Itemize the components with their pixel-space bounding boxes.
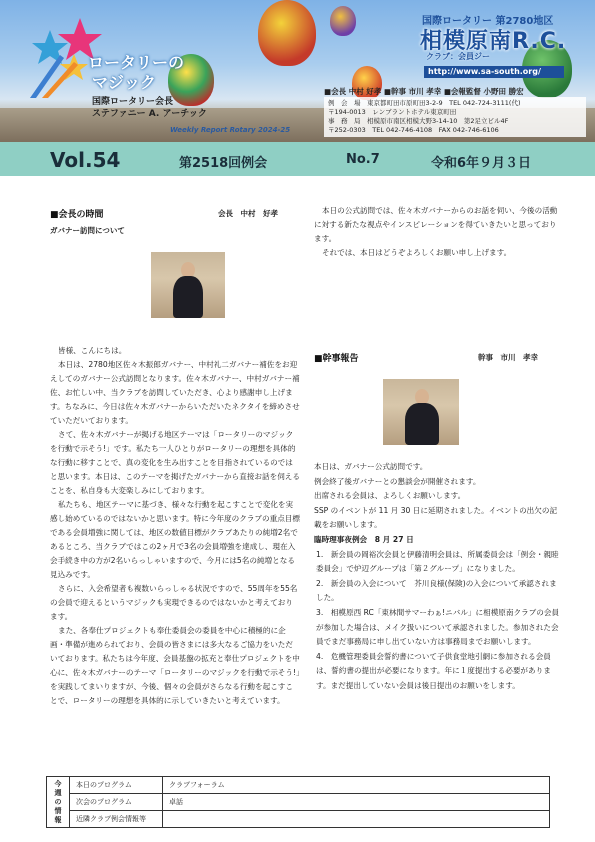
table-cell-value: クラブフォーラム <box>163 777 550 794</box>
table-cell-label: 近隣クラブ例会情報等 <box>70 811 163 828</box>
secretary-section-title: ■幹事報告 <box>314 354 359 364</box>
secretary-photo <box>383 379 459 445</box>
logo-title-line2: マジック <box>92 73 157 92</box>
list-item: 4. 危機管理委員会誓約書について子供食堂地引網に参加される会員は、誓約書の提出が必要になります。年に１度提出する必要があります。まだ提出していない会員は後日提出のお願いをします。 <box>316 651 551 690</box>
secretary-line: 臨時理事夜例会 8 月 27 日 <box>314 534 414 544</box>
logo-title <box>88 53 184 93</box>
issue-number: No.7 <box>346 152 380 167</box>
balloon-image <box>258 0 316 66</box>
contact-info-row: 〒194-0013 レンブラントホテル東京町田 <box>328 108 457 116</box>
president-paragraph: それでは、本日はどうぞよろしくお願い申し上げます。 <box>322 248 512 257</box>
president-paragraph: また、各奉仕プロジェクトも奉仕委員会の委員を中心に積極的に企画・準備が進められており、会員の皆さまには多大なるご協力をいただいております。私たちは今年度、会員基盤の拡充と奉仕プロジェクトを中心に、佐々木ガバナーのテーマ「ロータリーのマジックを行動で示そう!」を実践してまいりますが、今後、個々の会員がさらなる行動を起こすことで、ロータリーの理想を具体的に示していきたいと考えています。 <box>50 626 300 705</box>
secretary-line: SSP のイベントが 11 月 30 日に延期されました。イベントの出欠の記載をお願いします。 <box>314 505 558 530</box>
president-paragraph: 私たちも、地区テーマに基づき、様々な行動を起こすことで変化を実感し始めているのではないかと思います。特に今年度のクラブの重点目標である会員増強に関しては、地区の数値目標がクラブあたりの純増2名であるところ、当クラブではこの2ヶ月で3名の会員増強を達成し、現在入会手続き中の方が2名いらっしゃいますので、今月には5名の純増となる見込みです。 <box>50 500 300 579</box>
president-name: ステファニー A. アーチック <box>92 109 207 119</box>
officers-line: ■会長 中村 好孝 ■幹事 市川 孝幸 ■会報監督 小野田 勝宏 <box>324 87 524 96</box>
logo-title-line1: ロータリーの <box>88 53 185 72</box>
weekly-info-table <box>46 776 550 828</box>
contact-info <box>324 97 586 137</box>
list-item: 3. 相模原西 RC「東林間サマーわぁ!ニバル」に相模原南クラブの会員が参加した場合は、メイク扱いについて承認されました。参加された会員でまだ事務局に申し出ていない方は事務局までお願いします。 <box>316 607 560 647</box>
president-paragraph: 皆様、こんにちは。 <box>58 346 127 355</box>
secretary-body <box>314 460 562 694</box>
contact-info-row: 事 務 局 相模原市南区相模大野3-14-10 第2足立ビル4F <box>328 117 509 125</box>
weekly-info-side-label: 今週の情報 <box>47 777 70 828</box>
district-label: 国際ロータリー 第2780地区 <box>422 16 554 27</box>
table-row <box>47 777 550 794</box>
issue-date: 令和6年９月３日 <box>431 156 532 171</box>
president-section-speaker: 会長 中村 好孝 <box>218 209 278 218</box>
balloon-image <box>330 6 356 36</box>
president-paragraph: 本日は、2780地区佐々木振郎ガバナー、中村礼二ガバナー補佐をお迎えしてのガバナー公式訪問となります。佐々木ガバナー、中村ガバナー補佐、お忙しい中、当クラブを訪問していただき、心より感謝申し上げます。ちなみに、今日は佐々木ガバナーからいただいたネクタイを締めさせていただいております。 <box>50 360 300 425</box>
list-item: 1. 新会員の岡裕次会員と伊藤清明会員は、所属委員会は「例会・親睦委員会」で炉辺グループは「第２グループ」になりました。 <box>316 549 559 574</box>
issue-meeting-number: 第2518回例会 <box>179 156 268 171</box>
contact-info-row: 〒252-0303 TEL 042-746-4108 FAX 042-746-6106 <box>328 126 499 134</box>
table-cell-label: 次会のプログラム <box>70 794 163 811</box>
sponsor-label: クラブ：会員ジー <box>426 52 490 61</box>
club-url-link[interactable]: http://www.sa-south.org/ <box>424 66 564 78</box>
list-item: 2. 新会員の入会について 芥川良様(保険)の入会について承認されました。 <box>316 578 557 603</box>
contact-info-row: 例 会 場 東京都町田市原町田3-2-9 TEL 042-724-3111(代) <box>328 99 521 107</box>
president-continued <box>314 204 558 260</box>
secretary-line: 出席される会員は、よろしくお願いします。 <box>314 491 466 501</box>
president-section-title: ■会長の時間 <box>50 210 104 220</box>
weekly-report-tagline: Weekly Report Rotary 2024-25 <box>170 126 291 134</box>
secretary-line: 本日は、ガバナー公式訪問です。 <box>314 462 428 471</box>
president-paragraph: さて、佐々木ガバナーが掲げる地区テーマは「ロータリーのマジックを行動で示そう!」です。私たち一人ひとりがロータリーの理想を具体的な行動に移すことで、真の変化を生み出すことを目指されているのではと思います。本日は、このテーマを掲げたガバナーから直接お話を伺えることを、私自身も大変楽しみにしております。 <box>50 430 300 495</box>
president-title: 国際ロータリー会長 <box>92 97 174 107</box>
president-section-subtitle: ガバナー訪問について <box>50 226 125 235</box>
club-name: 相模原南R.C. <box>420 29 567 54</box>
president-paragraph: さらに、入会希望者も複数いらっしゃる状況ですので、55周年を55名の会員で迎えるというマジックも実現できるのではないかと考えております。 <box>50 584 298 621</box>
secretary-line: 例会終了後ガバナーとの懇談会が開催されます。 <box>314 476 481 486</box>
table-row <box>47 811 550 828</box>
secretary-section-speaker: 幹事 市川 孝幸 <box>478 353 538 362</box>
table-cell-label: 本日のプログラム <box>70 777 163 794</box>
president-body <box>50 344 300 708</box>
president-credit <box>92 96 207 120</box>
president-photo <box>151 252 225 318</box>
president-paragraph: 本日の公式訪問では、佐々木ガバナーからのお話を伺い、今後の活動に対する新たな視点やインスピレーションを得ていきたいと思っております。 <box>314 206 558 243</box>
table-cell-value <box>163 811 550 828</box>
issue-volume: Vol.54 <box>50 148 121 172</box>
table-row <box>47 794 550 811</box>
table-cell-value: 卓話 <box>163 794 550 811</box>
